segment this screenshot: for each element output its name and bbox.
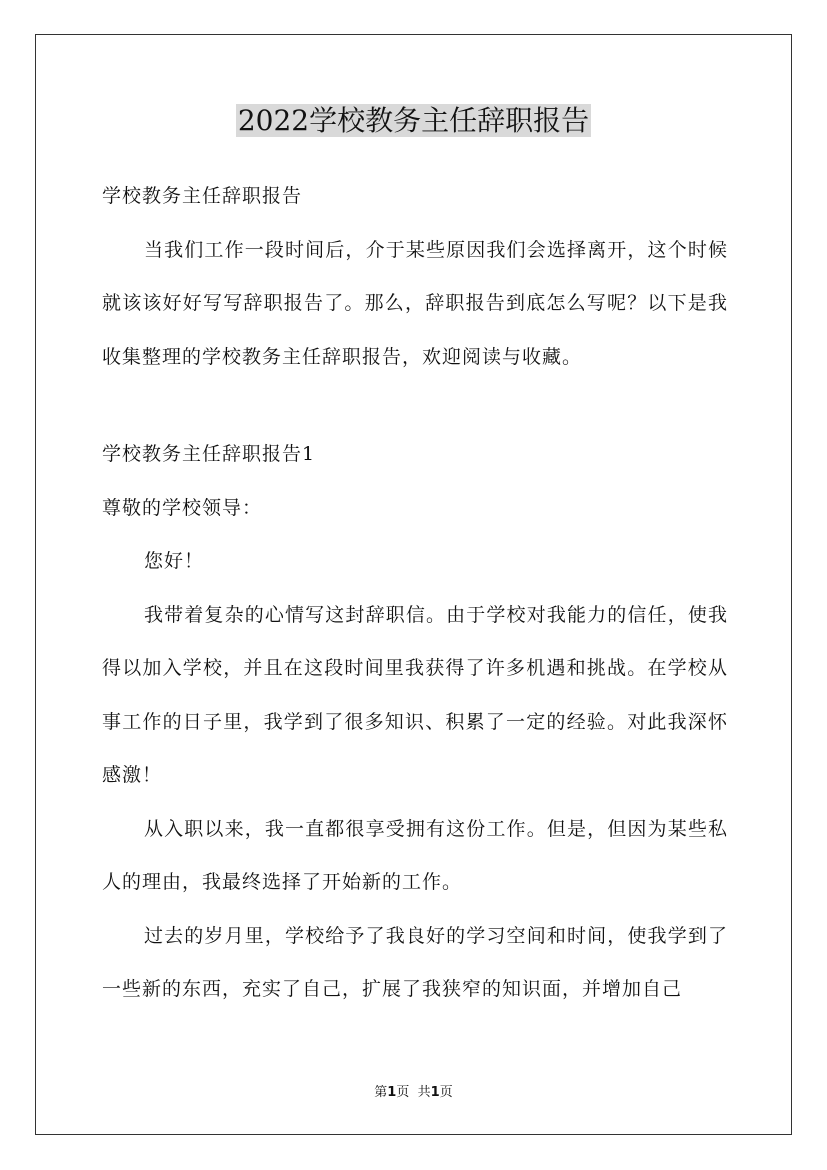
greeting: 您好！ <box>144 550 205 572</box>
document-title-text: 2022学校教务主任辞职报告 <box>237 104 590 137</box>
page-current: 1 <box>387 1085 397 1100</box>
page-suffix: 页 <box>396 1085 410 1100</box>
body-paragraph-2: 从入职以来，我一直都很享受拥有这份工作。但是，但因为某些私人的理由，我最终选择了开始新的工作。 <box>102 817 728 893</box>
paragraph-spacer <box>102 384 728 428</box>
body-paragraph-1: 我带着复杂的心情写这封辞职信。由于学校对我能力的信任，使我得以加入学校，并且在这段时间里我获得了许多机遇和挑战。在学校从事工作的日子里，我学到了很多知识、积累了一定的经验。对此我深怀感激！ <box>102 603 728 786</box>
section-heading: 学校教务主任辞职报告1 <box>102 443 316 465</box>
body-paragraph-3: 过去的岁月里，学校给予了我良好的学习空间和时间，使我学到了一些新的东西，充实了自己，扩展了我狭窄的知识面，并增加自己 <box>102 924 728 1000</box>
page-footer <box>0 1084 827 1102</box>
total-prefix: 共 <box>417 1085 431 1100</box>
page-prefix: 第 <box>374 1085 388 1100</box>
document-body <box>102 170 728 1017</box>
document-title <box>0 99 827 143</box>
salutation: 尊敬的学校领导： <box>102 496 263 519</box>
total-suffix: 页 <box>439 1085 453 1100</box>
document-subtitle: 学校教务主任辞职报告 <box>102 185 303 207</box>
intro-paragraph: 当我们工作一段时间后，介于某些原因我们会选择离开，这个时候就该该好好写写辞职报告了。那么，辞职报告到底怎么写呢？以下是我收集整理的学校教务主任辞职报告，欢迎阅读与收藏。 <box>102 238 728 368</box>
page-total: 1 <box>430 1085 440 1100</box>
